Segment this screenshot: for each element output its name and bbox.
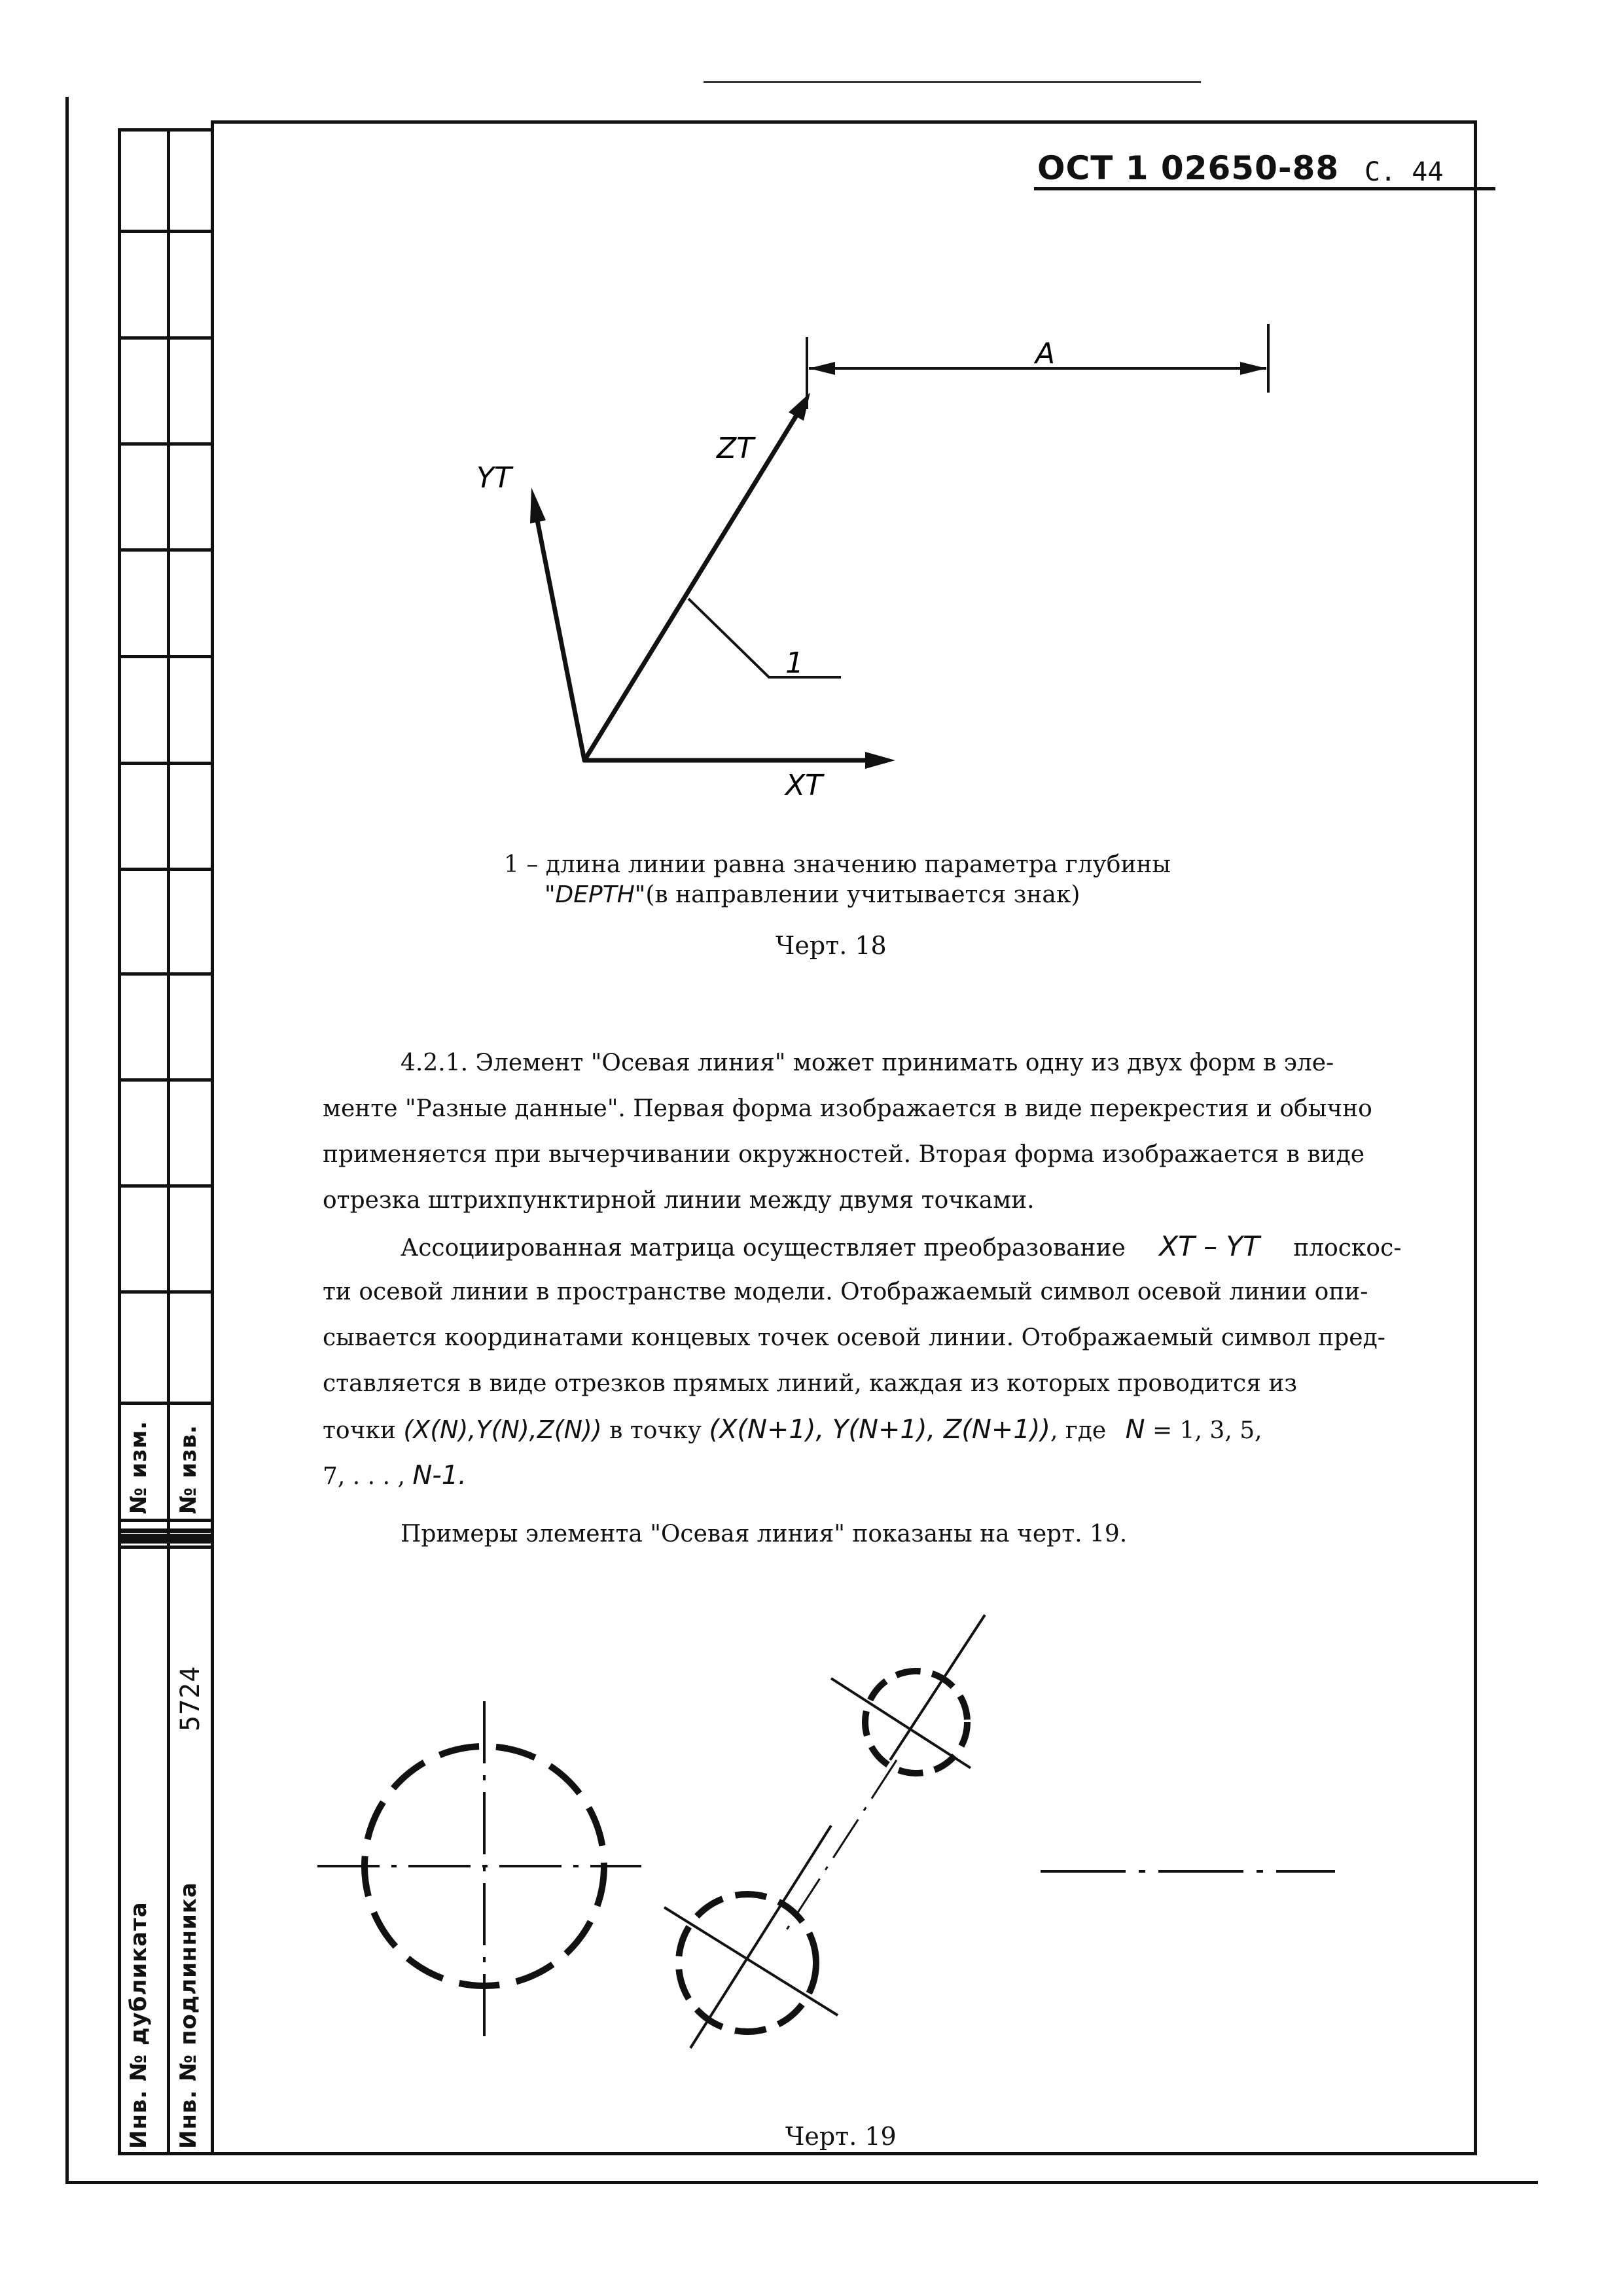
label-zt: ZT: [717, 432, 755, 465]
crosshair-upper-a: [831, 1678, 971, 1768]
p2-line6-text: 7, . . . ,: [323, 1463, 405, 1490]
label-xt: XT: [785, 769, 823, 802]
duplicate-label: Инв. № дубликата: [126, 1901, 152, 2149]
original-number: 5724: [175, 1665, 205, 1731]
p2-line1-text-b: плоскос-: [1293, 1235, 1402, 1262]
fig18-caption: Черт. 18: [776, 931, 887, 960]
p2-line1-text-a: Ассоциированная матрица осуществляет преобразование: [401, 1235, 1126, 1262]
p2-line5-text-d: = 1, 3, 5,: [1152, 1417, 1262, 1444]
page-number: С. 44: [1364, 157, 1444, 187]
fig18-legend-line1: 1 – длина линии равна значению параметра глубины: [504, 851, 1171, 878]
connecting-centerline: [782, 1760, 897, 1937]
label-yt: YT: [476, 461, 512, 495]
depth-param: "DEPTH": [544, 881, 646, 908]
p2-formula-point-n1: (X(N+1), Y(N+1), Z(N+1)): [709, 1415, 1050, 1445]
p1-line2: менте "Разные данные". Первая форма изображается в виде перекрестия и обычно: [323, 1095, 1372, 1122]
p2-formula-n: N: [1125, 1415, 1145, 1445]
p3-line: Примеры элемента "Осевая линия" показаны на черт. 19.: [401, 1521, 1128, 1547]
fig19-caption: Черт. 19: [785, 2122, 897, 2151]
original-label: Инв. № подлинника: [175, 1882, 202, 2149]
p2-line3: сывается координатами концевых точек осевой линии. Отображаемый символ пред-: [323, 1324, 1385, 1351]
crosshair-lower-a: [664, 1907, 838, 2015]
p2-formula-xt-yt: XT – YT: [1159, 1230, 1260, 1262]
p1-line3: применяется при вычерчивании окружностей. Вторая форма изображается в виде: [323, 1141, 1365, 1168]
label-a: A: [1035, 337, 1056, 370]
p2-line5-text-c: , где: [1050, 1417, 1107, 1444]
p2-line2: ти осевой линии в пространстве модели. Отображаемый символ осевой линии опи-: [323, 1279, 1368, 1305]
standard-code: ОСТ 1 02650-88: [1037, 149, 1340, 187]
izv-label: № изв.: [175, 1424, 202, 1514]
p1-line1: 4.2.1. Элемент "Осевая линия" может принимать одну из двух форм в эле-: [401, 1050, 1334, 1076]
p2-line5-text-a: точки: [323, 1417, 396, 1444]
label-callout-1: 1: [785, 646, 804, 680]
crosshair-upper-b: [890, 1615, 985, 1760]
legend-line2-text: (в направлении учитывается знак): [645, 881, 1080, 908]
izm-label: № изм.: [126, 1420, 152, 1514]
p2-line5-text-b: в точку: [609, 1417, 702, 1444]
p2-formula-point-n: (X(N),Y(N),Z(N)): [403, 1415, 602, 1444]
p2-line4: ставляется в виде отрезков прямых линий, каждая из которых проводится из: [323, 1370, 1297, 1397]
p2-formula-n-minus-1: N-1.: [412, 1460, 467, 1491]
p1-line4: отрезка штрихпунктирной линии между двумя точками.: [323, 1187, 1035, 1214]
